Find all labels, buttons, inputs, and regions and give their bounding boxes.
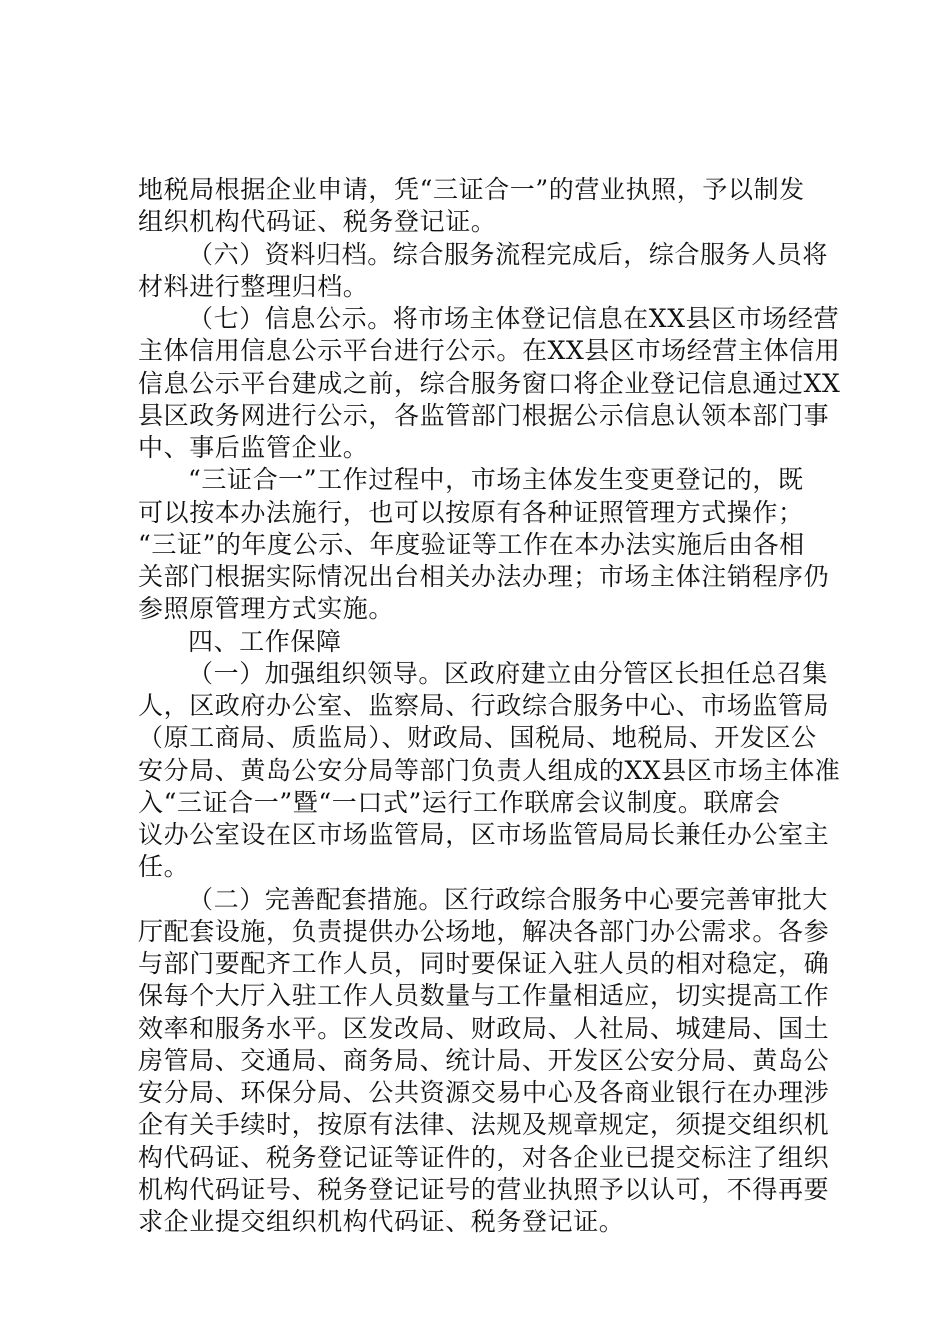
text-line: 求企业提交组织机构代码证、税务登记证。 xyxy=(138,1207,625,1236)
text-line: （六）资料归档。综合服务流程完成后，综合服务人员将 xyxy=(188,239,829,269)
text-line: （二）完善配套措施。区行政综合服务中心要完善审批大 xyxy=(188,884,829,914)
text-line: 安分局、黄岛公安分局等部门负责人组成的XX县区市场主体准 xyxy=(138,755,841,785)
text-line: 构代码证、税务登记证等证件的，对各企业已提交标注了组织 xyxy=(138,1142,830,1172)
text-line: 议办公室设在区市场监管局，区市场监管局局长兼任办公室主 xyxy=(138,820,830,849)
text-line: “三证”的年度公示、年度验证等工作在本办法实施后由各相 xyxy=(138,529,805,559)
text-line: 参照原管理方式实施。 xyxy=(138,594,395,624)
text-line: 中、事后监管企业。 xyxy=(138,433,369,462)
text-line: 入“三证合一”暨“一口式”运行工作联席会议制度。联席会 xyxy=(138,787,781,817)
text-line: 机构代码证号、税务登记证号的营业执照予以认可，不得再要 xyxy=(138,1174,830,1204)
text-line: 组织机构代码证、税务登记证。 xyxy=(138,207,497,237)
text-line: 可以按本办法施行，也可以按原有各种证照管理方式操作； xyxy=(138,497,804,527)
text-line: 信息公示平台建成之前，综合服务窗口将企业登记信息通过XX xyxy=(138,368,841,398)
text-line: 与部门要配齐工作人员，同时要保证入驻人员的相对稳定，确 xyxy=(138,949,830,978)
text-line: 效率和服务水平。区发改局、财政局、人社局、城建局、国土 xyxy=(138,1013,830,1043)
text-line: 安分局、环保分局、公共资源交易中心及各商业银行在办理涉 xyxy=(138,1078,830,1107)
text-line: 材料进行整理归档。 xyxy=(138,271,369,301)
text-line: （原工商局、质监局）、财政局、国税局、地税局、开发区公 xyxy=(138,723,817,753)
text-line: 四、工作保障 xyxy=(188,626,342,656)
text-line: 房管局、交通局、商务局、统计局、开发区公安分局、黄岛公 xyxy=(138,1045,830,1075)
text-line: 人，区政府办公室、监察局、行政综合服务中心、市场监管局 xyxy=(138,691,830,720)
text-line: 主体信用信息公示平台进行公示。在XX县区市场经营主体信用 xyxy=(138,336,841,366)
text-line: 保每个大厅入驻工作人员数量与工作量相适应，切实提高工作 xyxy=(138,981,830,1011)
text-line: （七）信息公示。将市场主体登记信息在XX县区市场经营 xyxy=(188,304,840,333)
text-line: 地税局根据企业申请，凭“三证合一”的营业执照，予以制发 xyxy=(138,175,805,204)
text-line: 厅配套设施，负责提供办公场地，解决各部门办公需求。各参 xyxy=(138,916,830,946)
text-line: （一）加强组织领导。区政府建立由分管区长担任总召集 xyxy=(188,658,829,688)
text-line: 企有关手续时，按原有法律、法规及规章规定，须提交组织机 xyxy=(138,1110,830,1140)
document-body xyxy=(138,174,841,1238)
text-line: 县区政务网进行公示，各监管部门根据公示信息认领本部门事 xyxy=(138,400,830,430)
text-line: “三证合一”工作过程中，市场主体发生变更登记的，既 xyxy=(188,465,804,495)
text-line: 关部门根据实际情况出台相关办法办理；市场主体注销程序仍 xyxy=(138,562,830,591)
text-line: 任。 xyxy=(138,852,190,882)
